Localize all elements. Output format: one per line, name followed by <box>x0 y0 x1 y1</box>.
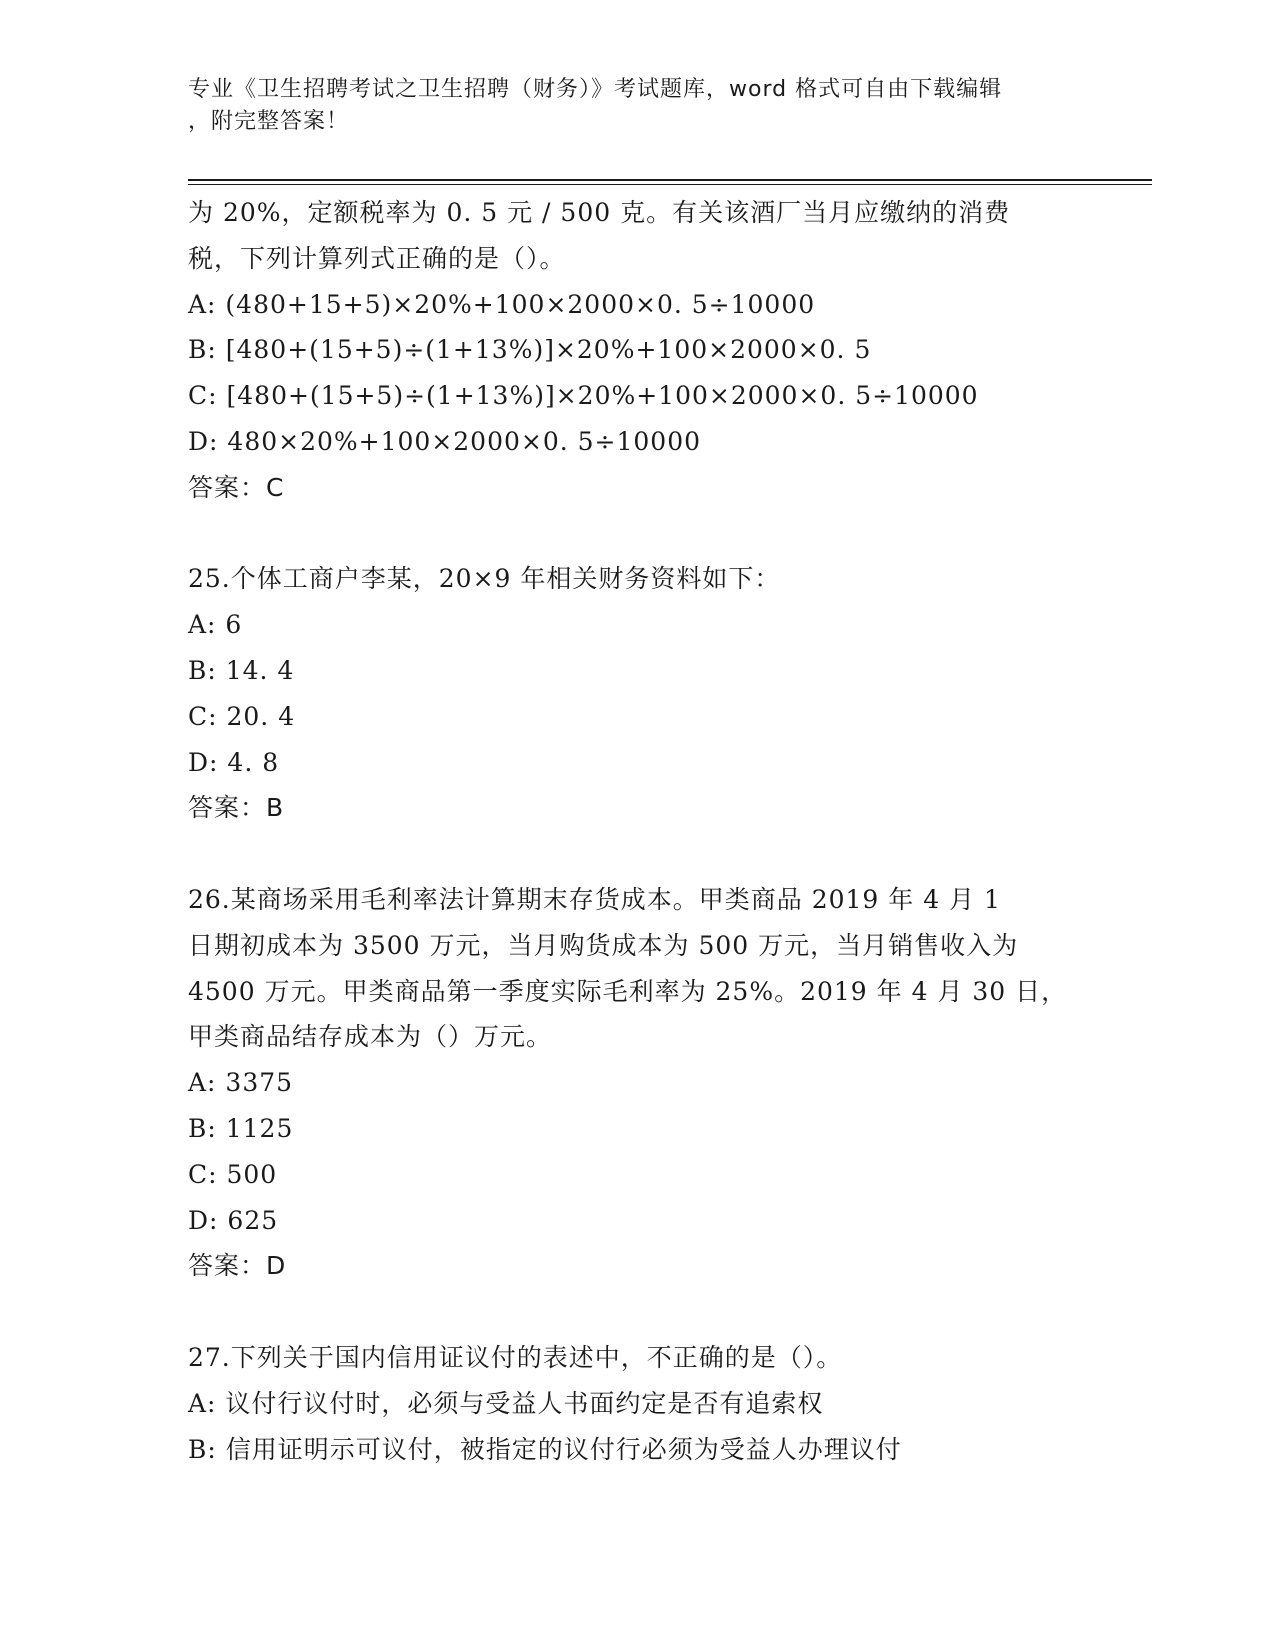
question-stem: 27.下列关于国内信用证议付的表述中，不正确的是（）。 <box>188 1342 843 1372</box>
answer-line: 答案：C <box>188 472 285 502</box>
header-line-1: 专业《卫生招聘考试之卫生招聘（财务）》考试题库，word 格式可自由下载编辑 <box>188 77 1003 102</box>
question-27 <box>188 1335 1088 1472</box>
option-a: A: 3375 <box>188 1068 294 1098</box>
question-24 <box>188 190 1088 511</box>
question-stem: 26.某商场采用毛利率法计算期末存货成本。甲类商品 2019 年 4 月 1 <box>188 884 1001 914</box>
document-header <box>188 74 1068 138</box>
option-b: B: 信用证明示可议付，被指定的议付行必须为受益人办理议付 <box>188 1434 902 1464</box>
option-b: B: [480+(15+5)÷(1+13%)]×20%+100×2000×0. 5 <box>188 335 872 365</box>
spacer <box>188 831 1088 877</box>
question-stem: 甲类商品结存成本为（）万元。 <box>188 1022 553 1052</box>
option-d: D: 480×20%+100×2000×0. 5÷10000 <box>188 426 702 456</box>
option-a: A: 6 <box>188 610 243 640</box>
question-stem: 4500 万元。甲类商品第一季度实际毛利率为 25%。2019 年 4 月 30 日， <box>188 976 1068 1006</box>
option-b: B: 14. 4 <box>188 655 295 685</box>
question-25 <box>188 556 1088 831</box>
question-stem: 税，下列计算列式正确的是（）。 <box>188 243 566 273</box>
option-c: C: [480+(15+5)÷(1+13%)]×20%+100×2000×0. 5÷10000 <box>188 381 979 411</box>
option-a: A: (480+15+5)×20%+100×2000×0. 5÷10000 <box>188 289 816 319</box>
header-line-2: ，附完整答案！ <box>188 109 350 134</box>
question-stem: 为 20%，定额税率为 0. 5 元 / 500 克。有关该酒厂当月应缴纳的消费 <box>188 198 1011 227</box>
option-b: B: 1125 <box>188 1113 294 1143</box>
header-rule-thick <box>188 179 1152 181</box>
header-rule-thin <box>188 184 1152 185</box>
spacer <box>188 511 1088 557</box>
option-c: C: 20. 4 <box>188 701 296 731</box>
question-26 <box>188 877 1088 1289</box>
option-a: A: 议付行议付时，必须与受益人书面约定是否有追索权 <box>188 1388 824 1418</box>
answer-line: 答案：B <box>188 793 285 823</box>
question-stem: 日期初成本为 3500 万元，当月购货成本为 500 万元，当月销售收入为 <box>188 930 1019 960</box>
option-c: C: 500 <box>188 1159 278 1189</box>
option-d: D: 625 <box>188 1205 279 1235</box>
question-stem: 25.个体工商户李某，20×9 年相关财务资料如下： <box>188 564 781 594</box>
document-body <box>188 190 1088 1472</box>
answer-line: 答案：D <box>188 1251 287 1281</box>
spacer <box>188 1289 1088 1335</box>
option-d: D: 4. 8 <box>188 747 280 777</box>
